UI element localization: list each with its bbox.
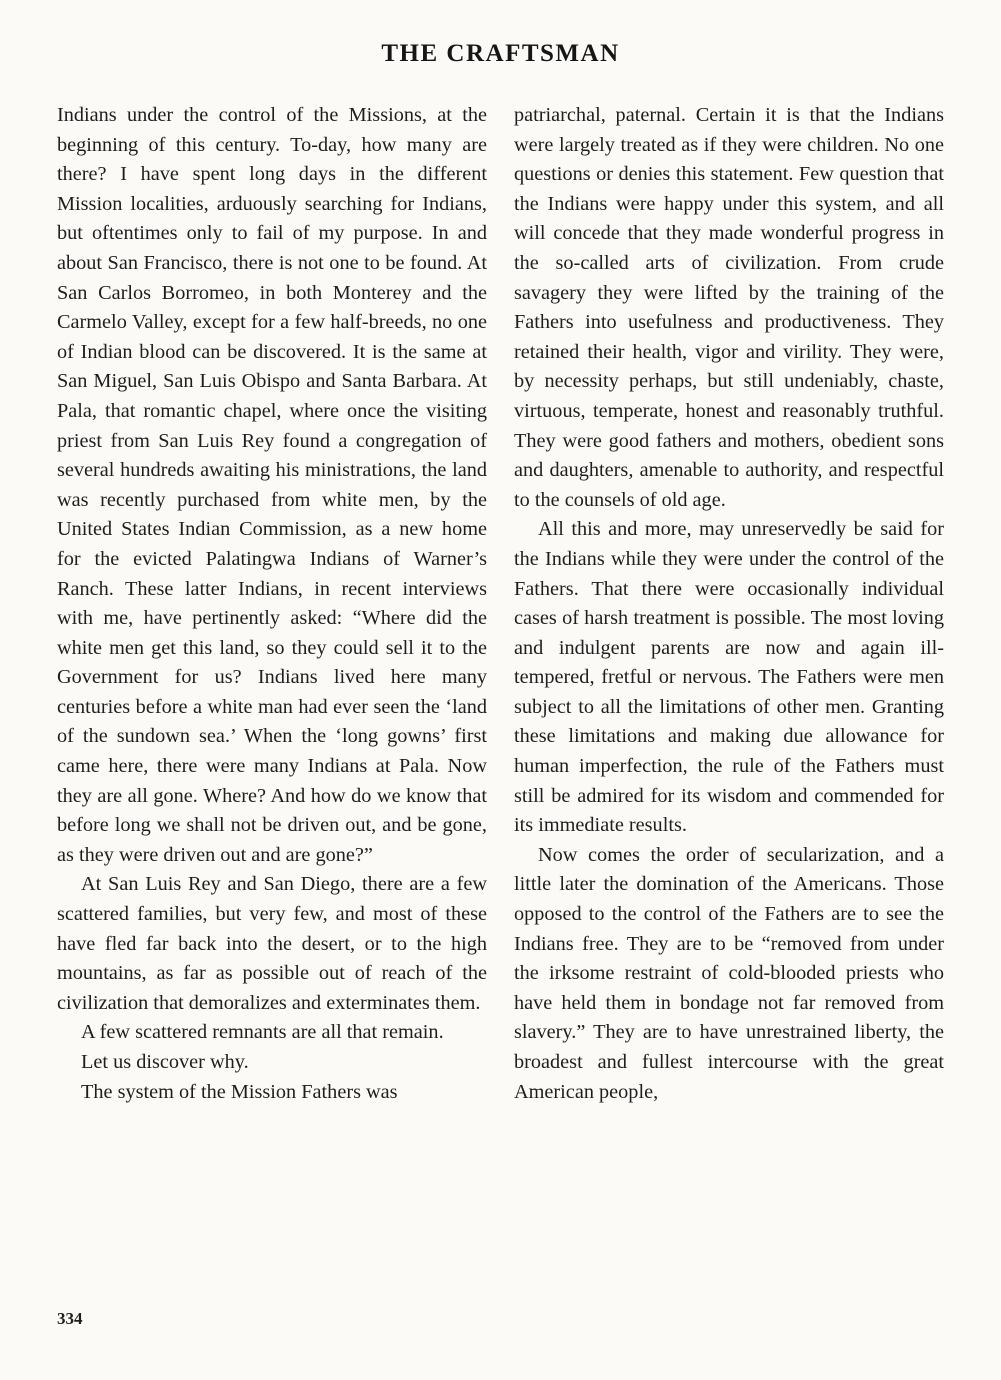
paragraph: Indians under the control of the Missions, at the beginning of this century. To-day, how many are there? I have spent long days in the different Mission localities, arduously searching for Indians, but oftentimes only to fail of my purpose. In and about San Francisco, there is not one to be found. At San Carlos Borromeo, in both Monterey and the Carmelo Valley, except for a few half-breeds, no one of Indian blood can be discovered. It is the same at San Miguel, San Luis Obispo and Santa Barbara. At Pala, that romantic chapel, where once the visiting priest from San Luis Rey found a congregation of several hundreds awaiting his ministrations, the land was recently purchased from white men, by the United States Indian Commission, as a new home for the evicted Palatingwa Indians of Warner’s Ranch. These latter Indians, in recent interviews with me, have pertinently asked: “Where did the white men get this land, so they could sell it to the Government for us? Indians lived here many centuries before a white man had ever seen the ‘land of the sundown sea.’ When the ‘long gowns’ first came here, there were many Indians at Pala. Now they are all gone. Where? And how do we know that before long we shall not be driven out, and be gone, as they were driven out and are gone?” [57, 104, 487, 866]
paragraph: Let us discover why. [81, 1051, 249, 1073]
page-title: THE CRAFTSMAN [381, 40, 620, 67]
paragraph: At San Luis Rey and San Diego, there are a few scattered families, but very few, and most of these have fled far back into the desert, or to the high mountains, as far as possible out of reach of the civilization that demoralizes and exterminates them. [57, 873, 487, 1014]
paragraph: All this and more, may unreservedly be said for the Indians while they were under the control of the Fathers. That there were occasionally individual cases of harsh treatment is possible. The most loving and indulgent parents are now and again ill-tempered, fretful or nervous. The Fathers were men subject to all the limitations of other men. Granting these limitations and making due allowance for human imperfection, the rule of the Fathers must still be admired for its wisdom and commended for its immediate results. [514, 518, 944, 837]
page-number: 334 [57, 1309, 83, 1328]
right-column [514, 101, 944, 1107]
left-column [57, 101, 487, 1107]
paragraph: A few scattered remnants are all that remain. [81, 1021, 444, 1044]
paragraph: patriarchal, paternal. Certain it is that the Indians were largely treated as if they were children. No one questions or denies this statement. Few question that the Indians were happy under this system, and all will concede that they made wonderful progress in the so-called arts of civilization. From crude savagery they were lifted by the training of the Fathers into usefulness and productiveness. They retained their health, vigor and virility. They were, by necessity perhaps, but still undeniably, chaste, virtuous, temperate, honest and reasonably truthful. They were good fathers and mothers, obedient sons and daughters, amenable to authority, and respectful to the counsels of old age. [514, 104, 944, 511]
paragraph: Now comes the order of secularization, and a little later the domination of the Americans. Those opposed to the control of the Fathers are to see the Indians free. They are to be “removed from under the irksome restraint of cold-blooded priests who have held them in bondage not far removed from slavery.” They are to have unrestrained liberty, the broadest and fullest intercourse with the great American people, [514, 843, 944, 1103]
paragraph: The system of the Mission Fathers was [81, 1080, 398, 1103]
